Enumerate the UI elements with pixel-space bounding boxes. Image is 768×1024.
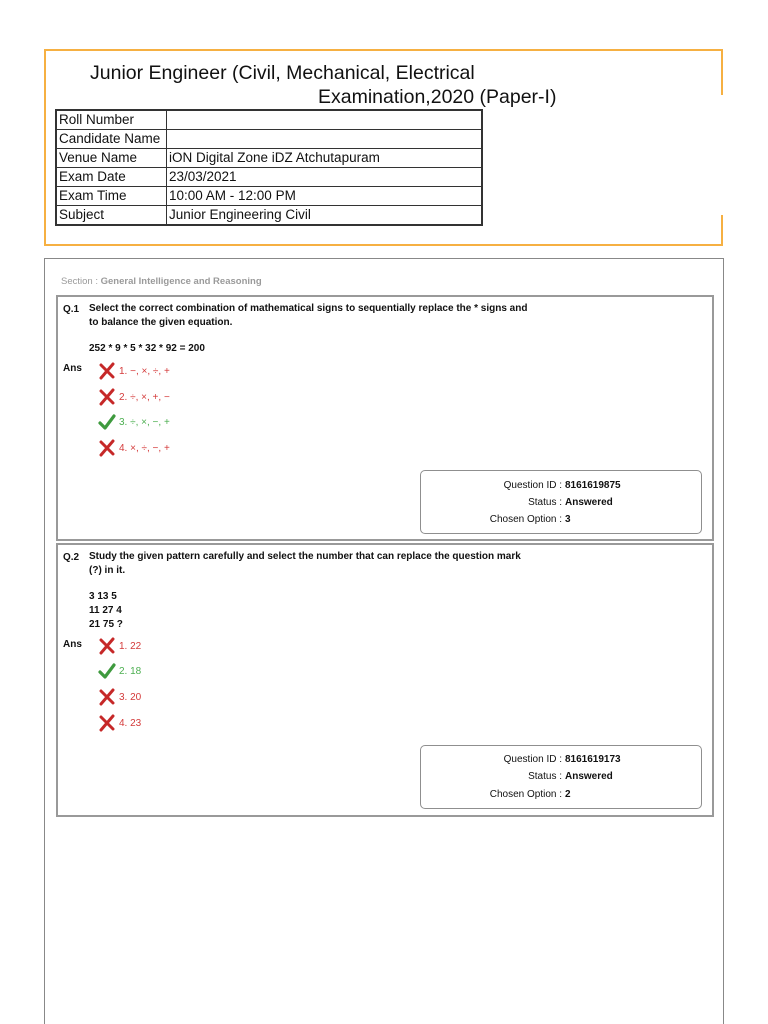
check-icon xyxy=(98,662,116,680)
question-text: Select the correct combination of mathematical signs to sequentially replace the * signs and to balance the given equation. xyxy=(89,303,528,328)
question-text: Study the given pattern carefully and select the number that can replace the question mark (?) in it. xyxy=(89,551,521,576)
question-number: Q.1 xyxy=(63,304,80,315)
meta-value: 8161619875 xyxy=(565,480,621,491)
info-row-roll-number xyxy=(56,110,482,130)
answer-label: Ans xyxy=(63,363,82,374)
info-label: Candidate Name xyxy=(56,130,167,149)
option-text: 1. 22 xyxy=(119,640,142,652)
section-prefix: Section : xyxy=(61,276,101,287)
header-border-right xyxy=(721,49,723,95)
info-label: Subject xyxy=(56,206,167,226)
option-text: 3. ÷, ×, −, + xyxy=(119,416,170,428)
question-meta-box xyxy=(420,470,702,534)
option-1 xyxy=(98,637,141,655)
meta-question-id xyxy=(421,754,621,765)
pattern-line: 11 27 4 xyxy=(89,605,122,616)
meta-label: Chosen Option : xyxy=(489,514,562,525)
meta-value: 3 xyxy=(565,514,571,525)
question-number: Q.2 xyxy=(63,552,80,563)
option-4 xyxy=(98,439,170,457)
cross-icon xyxy=(98,688,116,706)
info-value: 10:00 AM - 12:00 PM xyxy=(167,187,483,206)
info-row-venue-name xyxy=(56,149,482,168)
option-text: 4. ×, ÷, −, + xyxy=(119,442,170,454)
info-row-candidate-name xyxy=(56,130,482,149)
cross-icon xyxy=(98,362,116,380)
option-3 xyxy=(98,413,170,431)
meta-value: 8161619173 xyxy=(565,754,621,765)
cross-icon xyxy=(98,439,116,457)
option-text: 2. 18 xyxy=(119,665,142,677)
meta-label: Status : xyxy=(528,497,562,508)
option-1 xyxy=(98,362,170,380)
meta-status xyxy=(421,497,621,508)
meta-status xyxy=(421,771,621,782)
info-value: iON Digital Zone iDZ Atchutapuram xyxy=(167,149,483,168)
meta-chosen-option xyxy=(421,789,621,800)
cross-icon xyxy=(98,388,116,406)
option-2 xyxy=(98,388,170,406)
cross-icon xyxy=(98,637,116,655)
exam-title-line1: Junior Engineer (Civil, Mechanical, Electrical xyxy=(90,62,475,84)
info-value: 23/03/2021 xyxy=(167,168,483,187)
meta-label: Chosen Option : xyxy=(489,789,562,800)
check-icon xyxy=(98,413,116,431)
info-row-subject xyxy=(56,206,482,226)
meta-chosen-option xyxy=(421,514,621,525)
info-label: Roll Number xyxy=(56,110,167,130)
answer-label: Ans xyxy=(63,639,82,650)
meta-value: Answered xyxy=(565,497,613,508)
header-border-right-lower xyxy=(721,215,723,246)
meta-value: Answered xyxy=(565,771,613,782)
info-value xyxy=(167,110,483,130)
cross-icon xyxy=(98,714,116,732)
info-value xyxy=(167,130,483,149)
info-row-exam-date xyxy=(56,168,482,187)
meta-label: Status : xyxy=(528,771,562,782)
option-4 xyxy=(98,714,141,732)
question-equation: 252 * 9 * 5 * 32 * 92 = 200 xyxy=(89,343,205,354)
section-label xyxy=(61,276,262,287)
question-meta-box xyxy=(420,745,702,809)
section-name: General Intelligence and Reasoning xyxy=(100,276,262,287)
option-text: 4. 23 xyxy=(119,717,142,729)
header-border-bottom xyxy=(44,244,723,246)
info-label: Exam Date xyxy=(56,168,167,187)
option-text: 2. ÷, ×, +, − xyxy=(119,391,170,403)
exam-title-line2: Examination,2020 (Paper-I) xyxy=(318,86,557,108)
meta-label: Question ID : xyxy=(503,480,562,491)
pattern-line: 21 75 ? xyxy=(89,619,123,630)
option-text: 1. −, ×, ÷, + xyxy=(119,365,170,377)
option-3 xyxy=(98,688,141,706)
info-value: Junior Engineering Civil xyxy=(167,206,483,226)
info-label: Exam Time xyxy=(56,187,167,206)
pattern-line: 3 13 5 xyxy=(89,591,117,602)
info-row-exam-time xyxy=(56,187,482,206)
meta-label: Question ID : xyxy=(503,754,562,765)
meta-question-id xyxy=(421,480,621,491)
option-text: 3. 20 xyxy=(119,691,142,703)
info-label: Venue Name xyxy=(56,149,167,168)
meta-value: 2 xyxy=(565,789,571,800)
candidate-info-table xyxy=(55,109,483,226)
option-2 xyxy=(98,662,141,680)
